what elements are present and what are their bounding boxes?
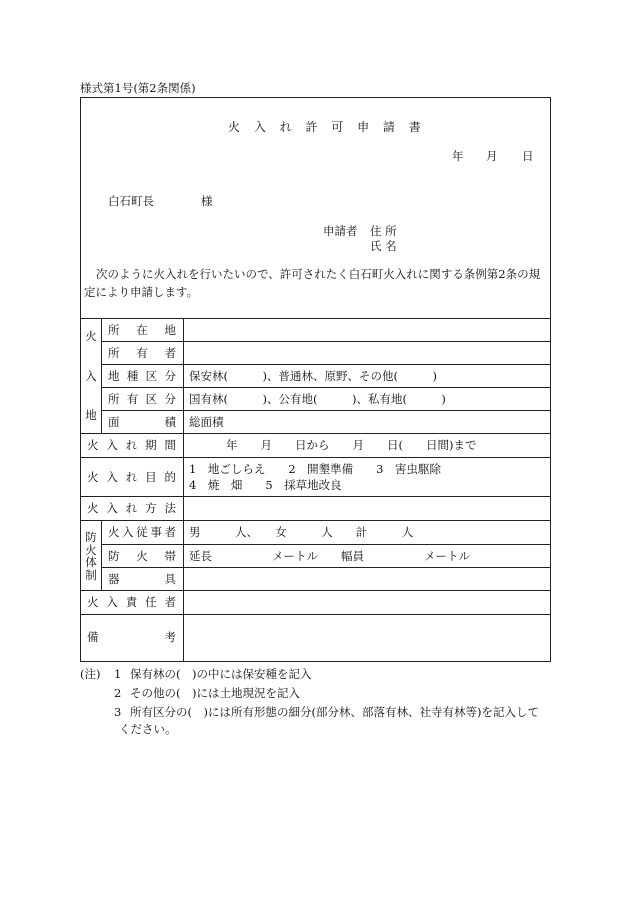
- note-text: その他の( )には土地現況を記入: [130, 686, 300, 700]
- land-group-char: 地: [85, 408, 97, 422]
- applicant-name: 氏 名: [370, 239, 397, 253]
- prevention-group-char: 制: [85, 567, 97, 582]
- land-group-char: 火: [85, 329, 97, 343]
- responsible-label: 火 入 責 任 者: [87, 595, 176, 609]
- column-divider: [183, 318, 184, 662]
- note-text: 所有区分の( )には所有形態の細分(部分林、部落有林、社寺有林等)を記入して: [130, 705, 539, 719]
- date-day: 日: [522, 149, 534, 163]
- form-label: 様式第1号(第2条関係): [80, 81, 196, 95]
- notes-prefix: (注): [80, 667, 101, 681]
- row-divider: [80, 457, 551, 458]
- purpose-label: 火 入 れ 目 的: [87, 470, 176, 484]
- column-divider: [101, 318, 102, 433]
- date-year: 年: [452, 149, 464, 163]
- prevention-group-char: 火: [85, 542, 97, 557]
- workers-value: 男 人、 女 人 計 人: [189, 525, 414, 539]
- method-label: 火 入 れ 方 法: [87, 501, 176, 515]
- note-number: 2: [114, 686, 122, 700]
- ownership-type-value: 国有林( )、公有地( )、私有地( ): [189, 392, 446, 406]
- note-number: 3: [114, 705, 122, 719]
- purpose-line-2: 4 焼 畑 5 採草地改良: [189, 478, 342, 492]
- row-divider: [80, 433, 551, 434]
- ownership-type-label: 所 有 区 分: [108, 392, 176, 406]
- area-value: 総面積: [189, 415, 224, 429]
- prevention-group-char: 体: [85, 555, 97, 570]
- land-type-value: 保安林( )、普通林、原野、その他( ): [189, 369, 437, 383]
- prevention-group-char: 防: [85, 530, 97, 544]
- firebreak-width: メートル 幅員: [272, 549, 364, 563]
- land-type-label: 地 種 区 分: [108, 369, 176, 383]
- intro-line-2: 定により申請します。: [84, 285, 199, 299]
- period-value: 年 月 日から 月 日( 日間)まで: [226, 438, 477, 452]
- row-divider: [101, 341, 551, 342]
- table-top-border: [80, 318, 551, 319]
- location-label: 所 在 地: [108, 323, 176, 337]
- row-divider: [101, 544, 551, 545]
- row-divider: [80, 614, 551, 615]
- addressee-honorific: 様: [201, 194, 213, 208]
- prevention-group-label: [81, 531, 101, 581]
- firebreak-length: 延長: [189, 549, 212, 563]
- date-month: 月: [486, 149, 498, 163]
- firebreak-label: 防 火 帯: [108, 549, 176, 563]
- intro-line-1: 次のように火入れを行いたいので、許可されたく白石町火入れに関する条例第2条の規: [96, 267, 541, 281]
- note-continuation: ください。: [119, 722, 177, 736]
- land-group-label: [81, 330, 101, 422]
- note-number: 1: [114, 667, 122, 681]
- period-label: 火 入 れ 期 間: [87, 438, 176, 452]
- remarks-label: 備 考: [87, 630, 176, 644]
- row-divider: [80, 590, 551, 591]
- row-divider: [101, 387, 551, 388]
- row-divider: [101, 410, 551, 411]
- applicant-label: 申請者: [323, 224, 358, 238]
- owner-label: 所 有 者: [108, 346, 176, 360]
- addressee-name: 白石町長: [108, 194, 154, 208]
- row-divider: [80, 496, 551, 497]
- column-divider: [101, 520, 102, 590]
- firebreak-unit: メートル: [424, 549, 470, 563]
- land-group-char: 入: [85, 368, 97, 383]
- area-label: 面 積: [108, 415, 176, 429]
- applicant-address: 住 所: [370, 224, 397, 238]
- row-divider: [80, 520, 551, 521]
- note-text: 保有林の( )の中には保安種を記入: [130, 667, 312, 681]
- row-divider: [101, 364, 551, 365]
- purpose-line-1: 1 地ごしらえ 2 開墾準備 3 害虫駆除: [189, 462, 441, 476]
- workers-label: 火 入 従 事 者: [108, 525, 176, 539]
- equipment-label: 器 具: [108, 572, 176, 586]
- row-divider: [101, 567, 551, 568]
- form-title: 火 入 れ 許 可 申 請 書: [228, 120, 426, 134]
